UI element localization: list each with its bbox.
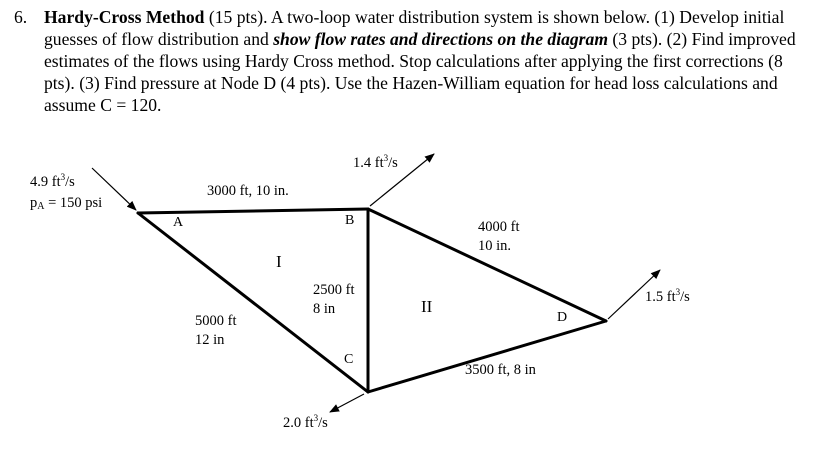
outflow-b-label: 1.4 $ft^3/s$ [353, 153, 398, 171]
pipe-ac-diameter: 12 in [195, 332, 225, 348]
problem-emphasis: show flow rates and directions on the diagram [273, 29, 609, 49]
problem-rest: (3 pts). (2) Find improved estimates of the flows using Hardy Cross method. Stop calculations after applying the first corrections (8 pts). (3) Find pressure at Node D (4 pts). Use the Hazen-William equation for head loss calculations and assume C = 120. [44, 29, 796, 115]
pipe-ab [138, 209, 368, 213]
problem-number: 6. [14, 7, 28, 27]
pipe-cd-label: 3500 ft, 8 in [465, 362, 536, 378]
node-a-label: A [173, 215, 184, 230]
pressure-a-label: $p_A = 150$ psi [30, 195, 103, 212]
outflow-c-label: 2.0 $ft^3/s$ [283, 413, 328, 431]
problem-title: Hardy-Cross Method [44, 7, 205, 27]
loop-one-label: I [276, 252, 282, 271]
pipe-ac-length: 5000 ft [195, 313, 237, 329]
pipe-bd-diameter: 10 in. [478, 238, 512, 254]
pipe-bc-length: 2500 ft [313, 282, 355, 298]
inflow-a-label: 4.9 $ft^3/s$ [30, 172, 75, 190]
pipe-bd-length: 4000 ft [478, 219, 520, 235]
loop-two-label: II [421, 297, 433, 316]
pipe-ab-label: 3000 ft, 10 in. [207, 183, 289, 199]
outflow-d-label: 1.5 $ft^3/s$ [645, 287, 690, 305]
outflow-arrow-c [330, 394, 364, 412]
node-d-label: D [557, 310, 568, 325]
problem-intro: (15 pts). A two-loop water distribution system is shown below. (1) Develop initial guesses of flow distribution and [44, 7, 785, 49]
pipe-cd [368, 321, 606, 392]
node-b-label: B [345, 213, 355, 228]
pipe-bc-diameter: 8 in [313, 301, 336, 317]
node-c-label: C [344, 352, 354, 367]
